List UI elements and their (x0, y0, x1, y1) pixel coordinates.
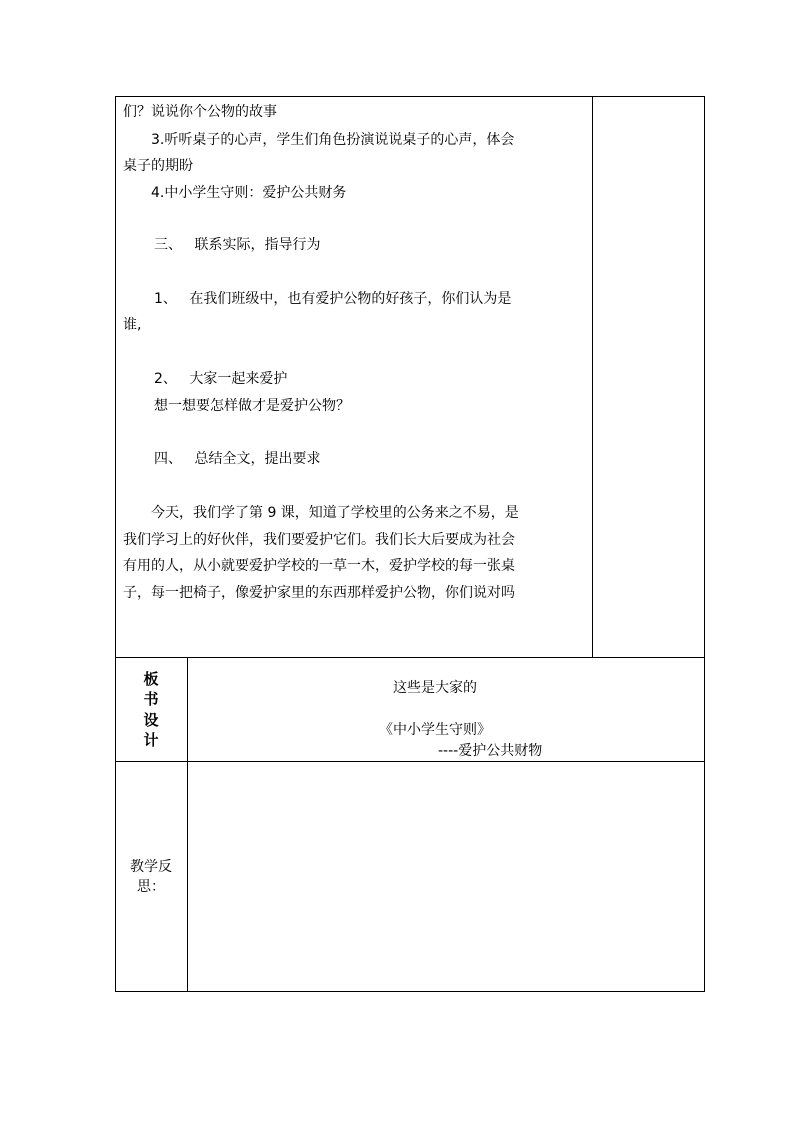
board-label-char: 计 (143, 731, 159, 749)
lesson-line: 今天，我们学了第 9 课，知道了学校里的公务来之不易，是 (151, 505, 519, 521)
reflection-label-line: 教学反 (130, 859, 172, 875)
lesson-line: 1、 在我们班级中，也有爱护公物的好孩子，你们认为是 (154, 291, 512, 307)
board-line: 《中小学生守则》 (379, 722, 491, 738)
reflection-label-divider (187, 761, 188, 992)
lesson-line: 4.中小学生守则：爱护公共财务 (151, 185, 347, 201)
board-label-divider (187, 657, 188, 762)
lesson-line: 我们学习上的好伙伴，我们要爱护它们。我们长大后要成为社会 (123, 532, 515, 548)
lesson-line: 们？说说你个公物的故事 (123, 104, 277, 120)
lesson-heading: 三、 联系实际，指导行为 (154, 237, 321, 253)
lesson-line: 想一想要怎样做才是爱护公物？ (154, 398, 350, 414)
board-label-char: 设 (143, 711, 159, 729)
board-label-char: 板 (143, 670, 159, 688)
board-line: 这些是大家的 (393, 680, 477, 696)
lesson-line: 有用的人，从小就要爱护学校的一草一木，爱护学校的每一张桌 (123, 558, 515, 574)
lesson-line: 桌子的期盼 (123, 158, 193, 174)
lesson-line: 3.听听桌子的心声，学生们角色扮演说说桌子的心声，体会 (151, 132, 515, 148)
board-label-char: 书 (143, 690, 159, 708)
reflection-label-line: 思： (137, 879, 165, 895)
notes-column-divider (592, 96, 593, 658)
lesson-line: 2、 大家一起来爱护 (154, 371, 288, 387)
reflection-section-frame (115, 761, 705, 992)
board-line: ----爱护公共财物 (438, 743, 543, 759)
lesson-line: 谁, (123, 317, 142, 333)
lesson-heading: 四、 总结全文，提出要求 (154, 451, 321, 467)
board-section-frame (115, 657, 705, 762)
lesson-line: 子，每一把椅子，像爱护家里的东西那样爱护公物，你们说对吗 (123, 585, 515, 601)
